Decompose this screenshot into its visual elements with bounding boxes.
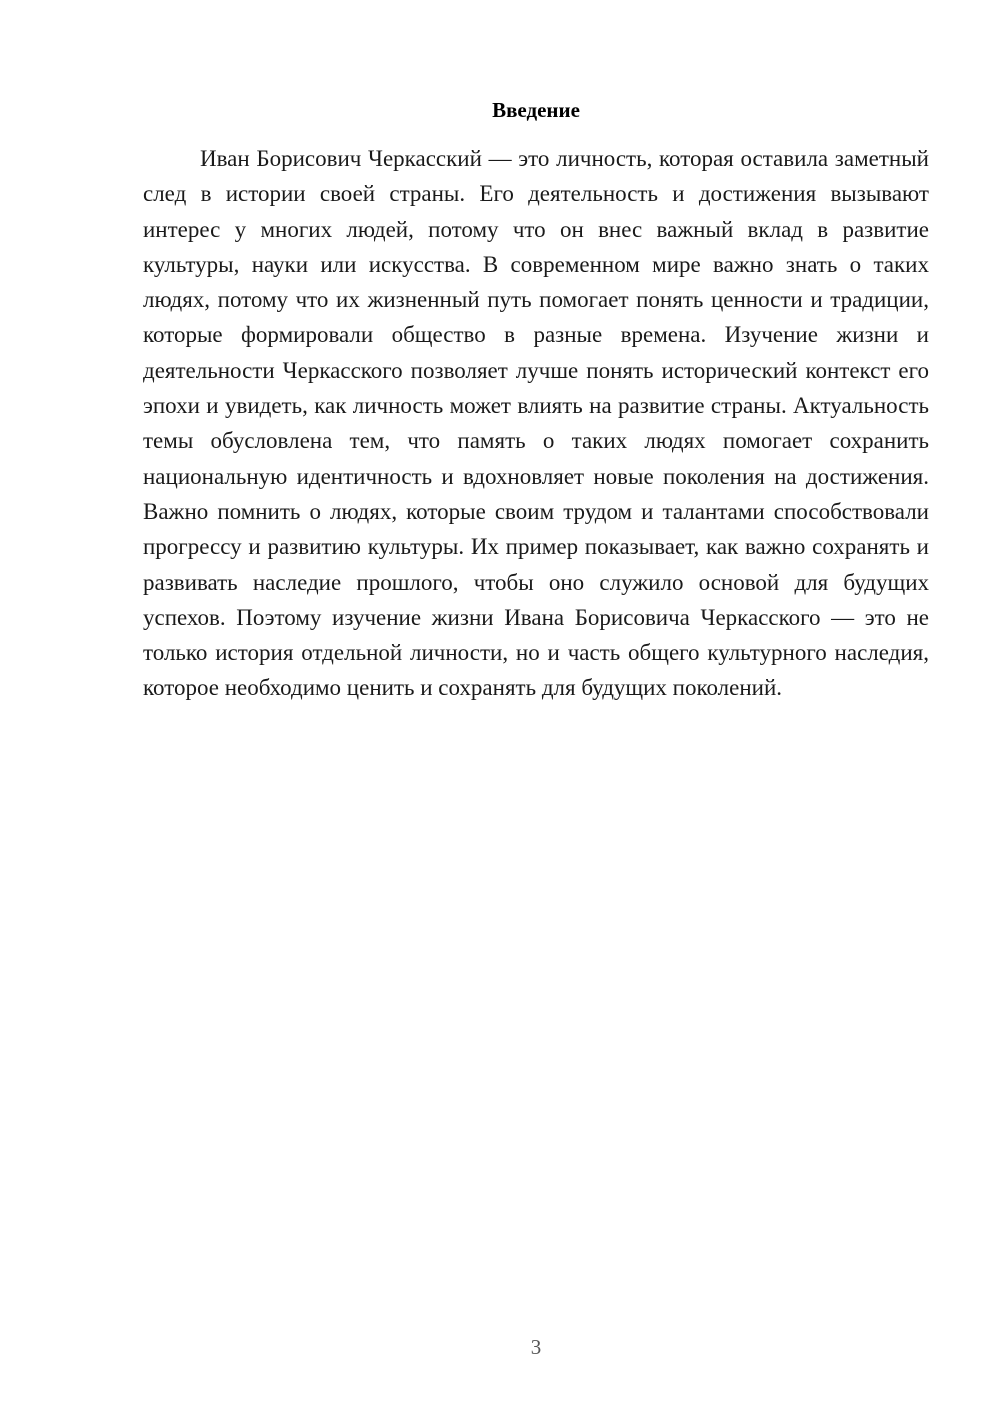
page-number: 3	[530, 1335, 542, 1359]
section-heading: Введение	[492, 98, 580, 122]
intro-paragraph: Иван Борисович Черкасский — это личность, которая оставила заметный след в истории своей страны. Его деятельность и достижения вызывают интерес у многих людей, потому что он внес важный вклад в развитие культуры, науки или искусства. В современном мире важно знать о таких людях, потому что их жизненный путь помогает понять ценности и традиции, которые формировали общество в разные времена. Изучение жизни и деятельности Черкасского позволяет лучше понять исторический контекст его эпохи и увидеть, как личность может влиять на развитие страны. Актуальность темы обусловлена тем, что память о таких людях помогает сохранить национальную идентичность и вдохновляет новые поколения на достижения. Важно помнить о людях, которые своим трудом и талантами способствовали прогрессу и развитию культуры. Их пример показывает, как важно сохранять и развивать наследие прошлого, чтобы оно служило основой для будущих успехов. Поэтому изучение жизни Ивана Борисовича Черкасского — это не только история отдельной личности, но и часть общего культурного наследия, которое необходимо ценить и сохранять для будущих поколений.	[143, 146, 929, 701]
